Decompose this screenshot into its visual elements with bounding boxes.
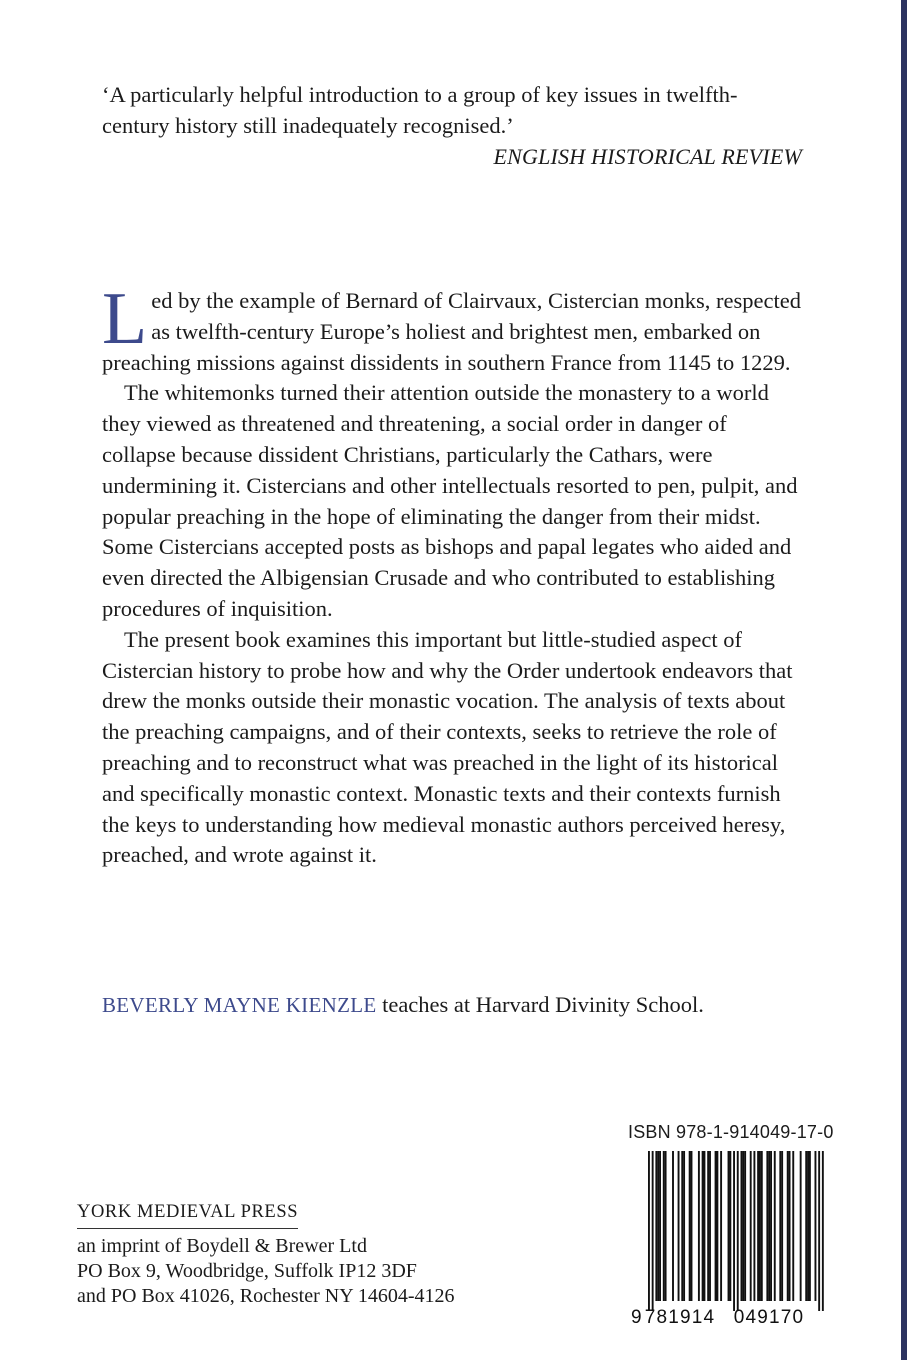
barcode-image: [628, 1151, 824, 1329]
barcode-bar: [704, 1151, 706, 1301]
description-paragraph-1-text: ed by the example of Bernard of Clairvaux, Cistercian monks, respected as twelfth-century Europe’s holiest and brightest men, embarked on preaching missions against dissidents in southern France from 1145 to 1229.: [102, 288, 801, 375]
barcode-bar: [729, 1151, 731, 1301]
publisher-line-3: and PO Box 41026, Rochester NY 14604-4126: [77, 1285, 455, 1307]
barcode-bar: [789, 1151, 791, 1301]
barcode-bar: [774, 1151, 776, 1301]
barcode-bar: [716, 1151, 718, 1301]
publisher-name: YORK MEDIEVAL PRESS: [77, 1200, 298, 1229]
barcode-bar: [753, 1151, 755, 1301]
barcode-bar: [720, 1151, 722, 1301]
barcode-right-digits: 049170: [733, 1307, 805, 1328]
barcode-bar: [665, 1151, 667, 1301]
barcode-bar: [691, 1151, 693, 1301]
barcode-bar: [759, 1151, 761, 1301]
barcode-bar: [822, 1151, 824, 1311]
barcode-bar: [818, 1151, 820, 1311]
barcode-bar: [757, 1151, 759, 1301]
book-description: [102, 278, 802, 871]
barcode-bar: [815, 1151, 817, 1301]
barcode-bar: [742, 1151, 744, 1301]
isbn-label: ISBN 978-1-914049-17-0: [628, 1122, 834, 1142]
barcode-bar: [779, 1151, 781, 1301]
barcode-bar: [781, 1151, 783, 1301]
barcode-first-digit: 9: [631, 1307, 642, 1328]
barcode-bar: [715, 1151, 717, 1301]
barcode-bar: [766, 1151, 768, 1301]
barcode-bar: [768, 1151, 770, 1301]
barcode-bar: [809, 1151, 811, 1301]
barcode-bar: [787, 1151, 789, 1301]
cover-edge-strip: [901, 0, 907, 1360]
barcode-bar: [737, 1151, 739, 1311]
barcode-bar: [648, 1151, 650, 1311]
quote-source: ENGLISH HISTORICAL REVIEW: [493, 144, 802, 169]
description-paragraph-3: The present book examines this important but little-studied aspect of Cistercian history to probe how and why the Order undertook endeavors that drew the monks outside their monastic vocation. The analysis of texts about the preaching campaigns, and of their contexts, seeks to retrieve the role of preaching and to reconstruct what was preached in the light of its historical and specifically monastic context. Monastic texts and their contexts furnish the keys to understanding how medieval monastic authors perceived heresy, preached, and wrote against it.: [102, 626, 793, 868]
barcode-bar: [744, 1151, 746, 1301]
author-bio: [102, 990, 822, 1020]
description-paragraph-2: The whitemonks turned their attention outside the monastery to a world they viewed as threatened and threatening, a social order in danger of collapse because dissident Christians, particularly the Cathars, were undermining it. Cistercians and other intellectuals resorted to pen, pulpit, and popular preaching in the hope of eliminating the danger from their midst. Some Cistercians accepted posts as bishops and papal legates who aided and even directed the Albigensian Crusade and who contributed to establishing procedures of inquisition.: [102, 380, 798, 621]
barcode-bar: [663, 1151, 665, 1301]
barcode-bar: [761, 1151, 763, 1301]
barcode-bar: [698, 1151, 700, 1301]
barcode-bar: [678, 1151, 680, 1301]
publisher-line-2: PO Box 9, Woodbridge, Suffolk IP12 3DF: [77, 1260, 417, 1282]
barcode-bar: [750, 1151, 752, 1301]
barcode-bar: [689, 1151, 691, 1301]
barcode-bar: [657, 1151, 659, 1301]
barcode-bar: [770, 1151, 772, 1301]
barcode-bar: [805, 1151, 807, 1301]
barcode-bar: [733, 1151, 735, 1311]
barcode-bar: [702, 1151, 704, 1301]
author-bio-text: teaches at Harvard Divinity School.: [376, 992, 704, 1017]
drop-cap: L: [102, 278, 148, 360]
author-name: BEVERLY MAYNE KIENZLE: [102, 993, 377, 1017]
publisher-line-1: an imprint of Boydell & Brewer Ltd: [77, 1235, 367, 1257]
publisher-imprint: [77, 1199, 517, 1309]
barcode-bar: [709, 1151, 711, 1301]
barcode-bar: [683, 1151, 685, 1301]
barcode-bar: [741, 1151, 743, 1301]
barcode-bar: [672, 1151, 674, 1301]
barcode-bar: [652, 1151, 654, 1311]
barcode-bar: [807, 1151, 809, 1301]
review-quote: [102, 79, 802, 170]
barcode-bar: [681, 1151, 683, 1301]
barcode-bar: [707, 1151, 709, 1301]
barcode-left-digits: 781914: [644, 1307, 716, 1328]
barcode-bar: [800, 1151, 802, 1301]
barcode-bar: [659, 1151, 661, 1301]
barcode-bar: [792, 1151, 794, 1301]
description-paragraph-1: [102, 278, 802, 378]
barcode-bar: [655, 1151, 657, 1301]
barcode-bar: [728, 1151, 730, 1301]
isbn-barcode: [628, 1122, 834, 1329]
quote-text: ‘A particularly helpful introduction to a group of key issues in twelfth-century history still inadequately recognised.’: [102, 82, 738, 138]
